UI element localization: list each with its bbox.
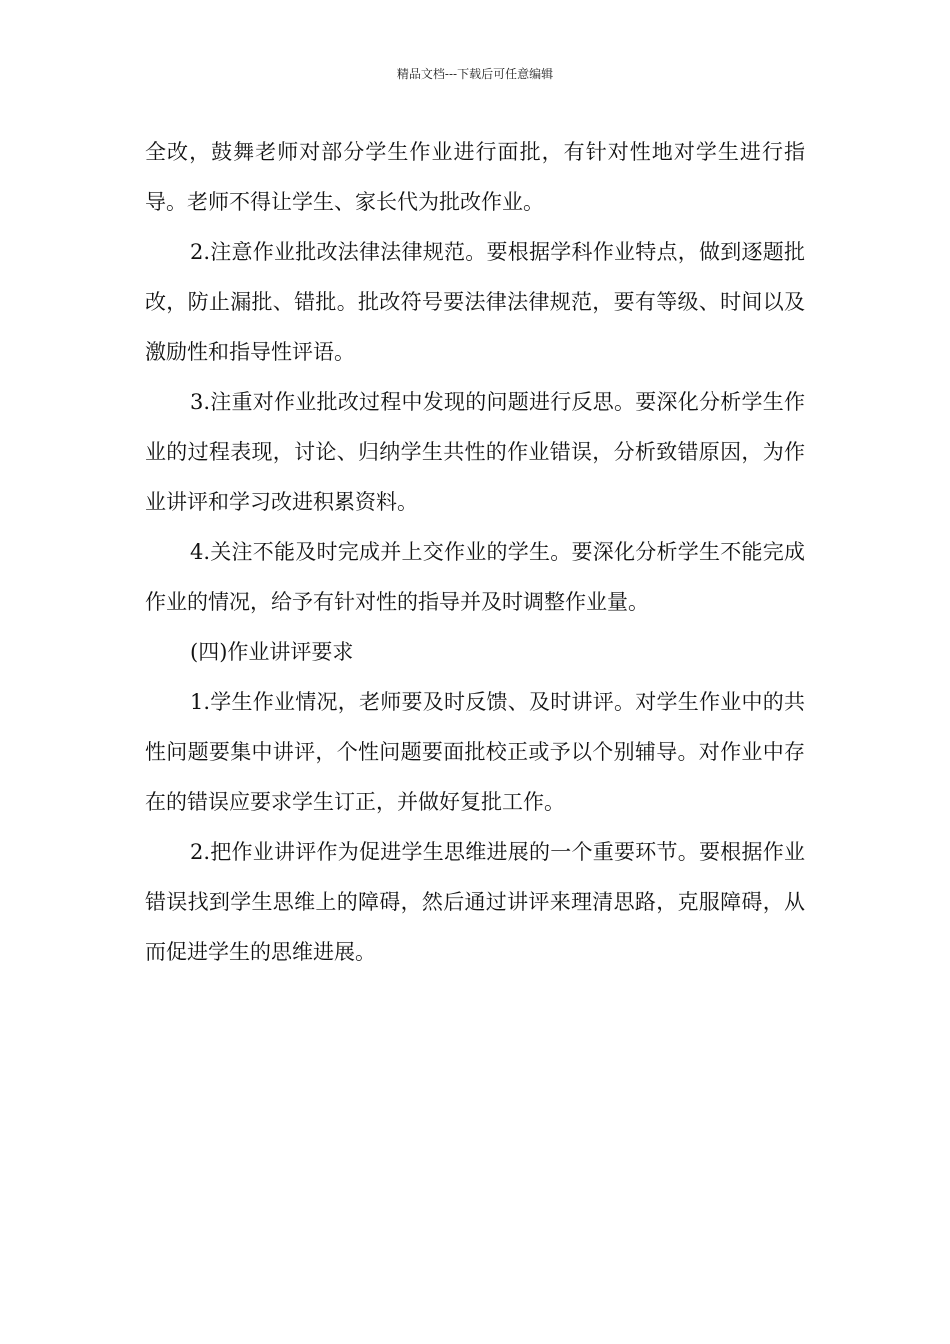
paragraph: 1.学生作业情况，老师要及时反馈、及时讲评。对学生作业中的共性问题要集中讲评，个性问题要面批校正或予以个别辅导。对作业中存在的错误应要求学生订正，并做好复批工作。 — [145, 690, 805, 814]
paragraph: 2.把作业讲评作为促进学生思维进展的一个重要环节。要根据作业错误找到学生思维上的障碍，然后通过讲评来理清思路，克服障碍，从而促进学生的思维进展。 — [145, 840, 805, 964]
document-body — [145, 127, 805, 977]
paragraph: 4.关注不能及时完成并上交作业的学生。要深化分析学生不能完成作业的情况，给予有针对性的指导并及时调整作业量。 — [145, 540, 805, 614]
paragraph: 3.注重对作业批改过程中发现的问题进行反思。要深化分析学生作业的过程表现，讨论、归纳学生共性的作业错误，分析致错原因，为作业讲评和学习改进积累资料。 — [145, 390, 805, 514]
section-heading: (四)作业讲评要求 — [190, 640, 354, 664]
paragraph: 2.注意作业批改法律法律规范。要根据学科作业特点，做到逐题批改，防止漏批、错批。批改符号要法律法律规范，要有等级、时间以及激励性和指导性评语。 — [145, 240, 805, 364]
paragraph: 全改，鼓舞老师对部分学生作业进行面批，有针对性地对学生进行指导。老师不得让学生、家长代为批改作业。 — [145, 140, 805, 214]
page-header: 精品文档---下载后可任意编辑 — [396, 67, 554, 81]
